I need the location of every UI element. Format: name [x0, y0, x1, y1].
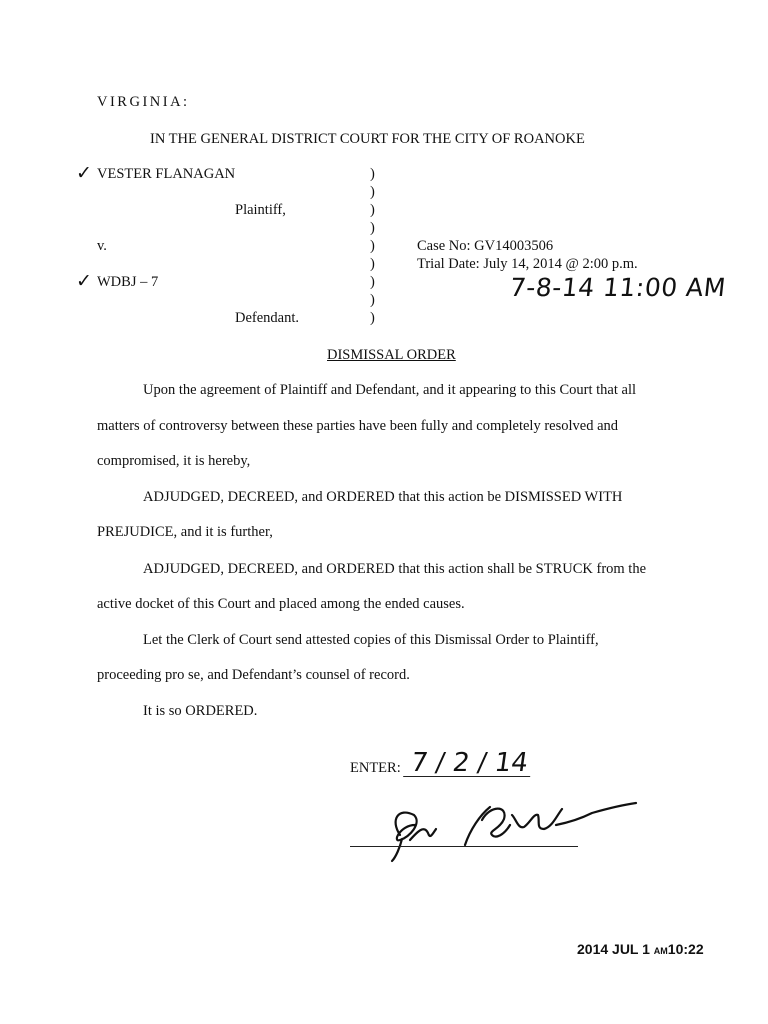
judge-signature	[370, 795, 640, 865]
order-paragraph: active docket of this Court and placed among the ended causes.	[97, 596, 465, 612]
caption-paren: )	[370, 202, 375, 218]
defendant-name: WDBJ – 7	[97, 274, 159, 290]
signature-line	[350, 846, 578, 847]
state-heading: VIRGINIA:	[97, 94, 190, 110]
caption-parentheses	[370, 166, 380, 336]
enter-label: ENTER:	[350, 760, 401, 776]
caption-paren: )	[370, 292, 375, 308]
court-heading: IN THE GENERAL DISTRICT COURT FOR THE CITY OF ROANOKE	[150, 131, 585, 147]
order-paragraph: It is so ORDERED.	[143, 703, 258, 719]
order-paragraph: PREJUDICE, and it is further,	[97, 524, 273, 540]
caption-paren: )	[370, 166, 375, 182]
order-paragraph: ADJUDGED, DECREED, and ORDERED that this action shall be STRUCK from the	[143, 561, 647, 577]
order-paragraph: proceeding pro se, and Defendant’s counsel of record.	[97, 667, 410, 683]
order-paragraph: matters of controversy between these parties have been fully and completely resolved and	[97, 418, 619, 434]
plaintiff-role: Plaintiff,	[235, 202, 286, 218]
caption-paren: )	[370, 310, 375, 326]
order-title: DISMISSAL ORDER	[327, 347, 456, 363]
caption-paren: )	[370, 256, 375, 272]
case-number: Case No: GV14003506	[417, 238, 554, 254]
order-paragraph: Let the Clerk of Court send attested copies of this Dismissal Order to Plaintiff,	[143, 632, 599, 648]
order-paragraph: compromised, it is hereby,	[97, 453, 251, 469]
handwritten-trial-date: 7-8-14 11:00 AM	[508, 273, 728, 302]
defendant-role: Defendant.	[235, 310, 300, 326]
stamp-am: AM	[653, 946, 668, 956]
caption-paren: )	[370, 238, 375, 254]
caption-paren: )	[370, 274, 375, 290]
stamp-time: 10:22	[667, 941, 704, 957]
check-mark-icon: ✓	[76, 162, 92, 184]
order-paragraph: Upon the agreement of Plaintiff and Defendant, and it appearing to this Court that all	[143, 382, 636, 398]
filing-stamp	[577, 941, 704, 957]
order-paragraph: ADJUDGED, DECREED, and ORDERED that this action be DISMISSED WITH	[143, 489, 623, 505]
handwritten-enter-date: 7 / 2 / 14	[403, 750, 534, 777]
plaintiff-name: VESTER FLANAGAN	[97, 166, 236, 182]
versus-label: v.	[97, 238, 107, 254]
check-mark-icon: ✓	[76, 270, 92, 292]
trial-date: Trial Date: July 14, 2014 @ 2:00 p.m.	[417, 256, 638, 272]
caption-paren: )	[370, 220, 375, 236]
caption-paren: )	[370, 184, 375, 200]
stamp-date: 2014 JUL 1	[577, 941, 650, 957]
